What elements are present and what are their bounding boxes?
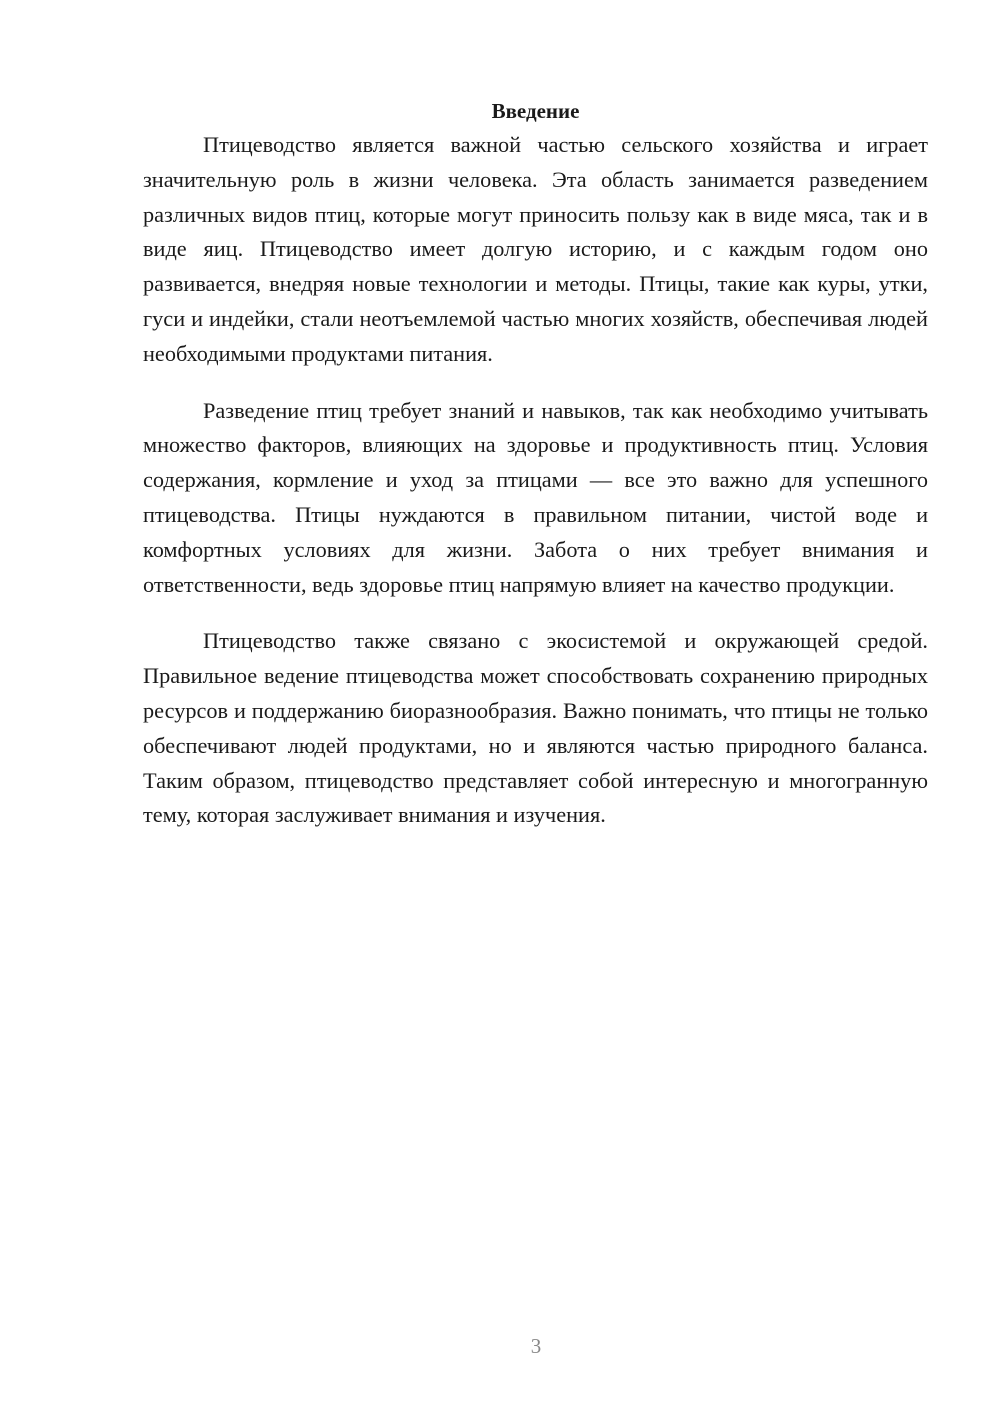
section-title: Введение (491, 99, 580, 123)
paragraph-3: Птицеводство также связано с экосистемой и окружающей средой. Правильное ведение птицеводства может способствовать сохранению природных ресурсов и поддержанию биоразнообразия. Важно понимать, что птицы не только обеспечивают людей продуктами, но и являются частью природного баланса. Таким образом, птицеводство представляет собой интересную и многогранную тему, которая заслуживает внимания и изучения. (143, 628, 928, 828)
paragraph-2: Разведение птиц требует знаний и навыков, так как необходимо учитывать множество факторов, влияющих на здоровье и продуктивность птиц. Условия содержания, кормление и уход за птицами — все это важно для успешного птицеводства. Птицы нуждаются в правильном питании, чистой воде и комфортных условиях для жизни. Забота о них требует внимания и ответственности, ведь здоровье птиц напрямую влияет на качество продукции. (143, 397, 928, 597)
document-page (143, 94, 928, 833)
paragraph-1: Птицеводство является важной частью сельского хозяйства и играет значительную роль в жизни человека. Эта область занимается разведением различных видов птиц, которые могут приносить пользу как в виде мяса, так и в виде яиц. Птицеводство имеет долгую историю, и с каждым годом оно развивается, внедряя новые технологии и методы. Птицы, такие как куры, утки, гуси и индейки, стали неотъемлемой частью многих хозяйств, обеспечивая людей необходимыми продуктами питания. (143, 132, 928, 366)
page-number: 3 (530, 1334, 542, 1358)
